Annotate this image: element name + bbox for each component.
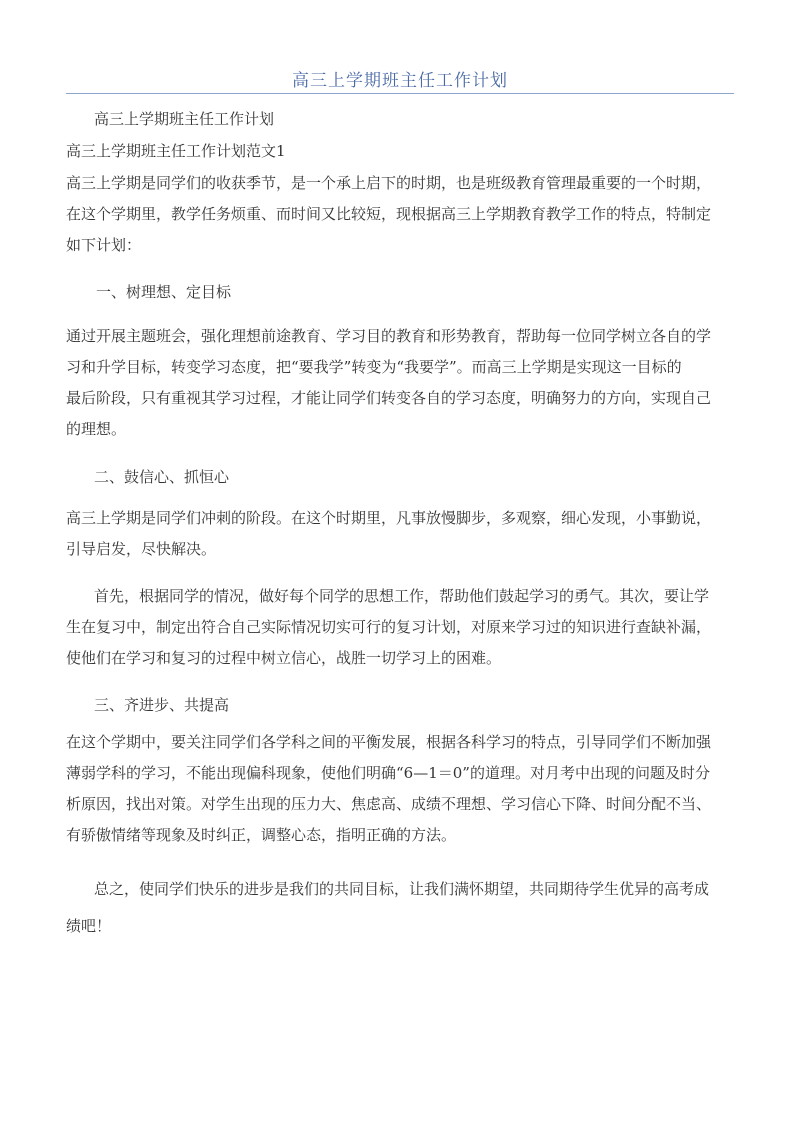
header-divider	[66, 93, 734, 94]
section-3-line-4: 有骄傲情绪等现象及时纠正，调整心态，指明正确的方法。	[66, 826, 457, 844]
document-subtitle: 高三上学期班主任工作计划范文1	[66, 142, 286, 160]
document-body	[66, 104, 734, 942]
intro-paragraph	[66, 168, 734, 261]
intro-line-1: 高三上学期是同学们的收获季节，是一个承上启下的时期，也是班级教育管理最重要的一个时期，	[66, 174, 712, 192]
page-header-title: 高三上学期班主任工作计划	[292, 71, 508, 91]
conclusion-line-2: 绩吧！	[66, 917, 112, 935]
section-1-line-1: 通过开展主题班会，强化理想前途教育、学习目的教育和形势教育，帮助每一位同学树立各自的学	[66, 327, 712, 345]
section-2-heading: 二、鼓信心、抓恒心	[94, 468, 230, 486]
section-3-line-3: 析原因，找出对策。对学生出现的压力大、焦虑高、成绩不理想、学习信心下降、时间分配不当、	[66, 795, 712, 813]
section-3-line-1: 在这个学期中，要关注同学们各学科之间的平衡发展，根据各科学习的特点，引导同学们不断加强	[66, 733, 712, 751]
conclusion-line-1: 总之，使同学们快乐的进步是我们的共同目标，让我们满怀期望，共同期待学生优异的高考成	[94, 880, 710, 898]
document-title: 高三上学期班主任工作计划	[94, 110, 275, 128]
section-1-line-3: 最后阶段，只有重视其学习过程，才能让同学们转变各自的学习态度，明确努力的方向，实现自己	[66, 389, 712, 407]
section-2-p2-line-1: 首先，根据同学的情况，做好每个同学的思想工作，帮助他们鼓起学习的勇气。其次，要让学	[94, 587, 710, 605]
section-1-line-2: 习和升学目标，转变学习态度，把“要我学”转变为“我要学”。而高三上学期是实现这一目标的	[66, 358, 682, 376]
section-1-paragraph	[66, 321, 734, 445]
section-2-paragraph-1	[66, 503, 734, 565]
section-3-line-2: 薄弱学科的学习，不能出现偏科现象，使他们明确“6—1＝0”的道理。对月考中出现的问题及时分	[66, 764, 710, 782]
conclusion-paragraph	[66, 867, 734, 942]
intro-line-3: 如下计划：	[66, 236, 142, 254]
section-2-paragraph-2	[66, 581, 734, 674]
section-1-line-4: 的理想。	[66, 420, 127, 438]
intro-line-2: 在这个学期里，教学任务烦重、而时间又比较短，现根据高三上学期教育教学工作的特点，特制定	[66, 205, 712, 223]
section-3-heading: 三、齐进步、共提高	[94, 696, 230, 714]
section-3-paragraph	[66, 727, 734, 851]
section-2-p1-line-2: 引导启发，尽快解决。	[66, 540, 217, 558]
section-2-p1-line-1: 高三上学期是同学们冲刺的阶段。在这个时期里，凡事放慢脚步，多观察，细心发现，小事勤说，	[66, 509, 712, 527]
section-2-p2-line-2: 生在复习中，制定出符合自己实际情况切实可行的复习计划，对原来学习过的知识进行查缺补漏，	[66, 618, 712, 636]
section-1-heading: 一、树理想、定目标	[96, 283, 232, 301]
section-2-p2-line-3: 使他们在学习和复习的过程中树立信心，战胜一切学习上的困难。	[66, 649, 502, 667]
